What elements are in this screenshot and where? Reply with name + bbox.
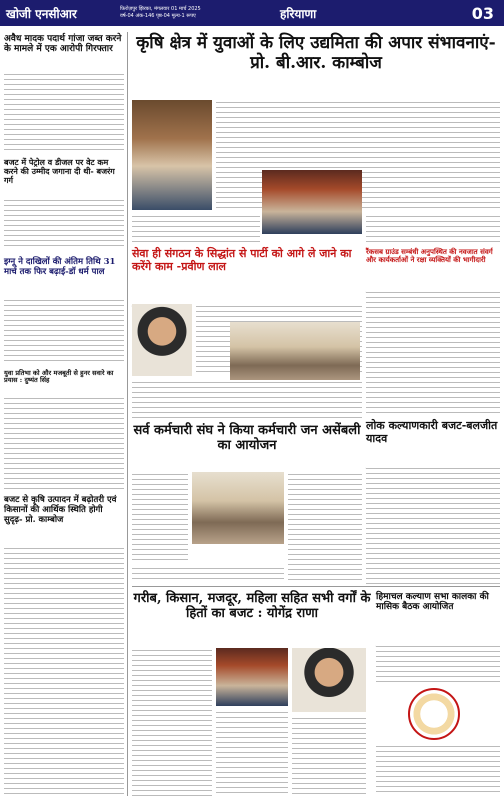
himachal-headline — [376, 592, 500, 632]
gareeb-portrait — [292, 648, 366, 712]
sangathan-headline — [132, 248, 362, 292]
lead-story-body-cont — [132, 214, 260, 244]
masthead-issue-line: वर्ष-04 अंक-146 पृष्ठ-04 मूल्य-1 रूपए — [120, 13, 196, 19]
himachal-body-cont — [376, 744, 500, 796]
himachal-body — [376, 644, 500, 684]
column-divider — [127, 32, 128, 796]
article-title: हिमाचल कल्याण सभा कालका की मासिक बैठक आयोजित — [376, 592, 489, 613]
article-budget-kamboj-body — [4, 546, 124, 796]
article-ganja-body — [4, 72, 124, 152]
sarv-body-1 — [132, 472, 188, 562]
article-budget-kamboj-headline — [4, 496, 124, 542]
section-title: हरियाणा — [280, 6, 317, 21]
article-title: इग्नू ने दाखिलों की अंतिम तिथि 31 मार्च तक फिर बढ़ाई-डॉ धर्म पाल — [4, 257, 116, 277]
sangathan-body-cont — [132, 380, 362, 420]
lok-body — [366, 466, 500, 586]
himachal-sabha-logo-icon — [408, 688, 460, 740]
section-divider — [132, 586, 500, 587]
ranksab-headline — [366, 248, 500, 278]
lead-story-photo — [132, 100, 212, 210]
lead-story-headline — [132, 34, 500, 96]
sangathan-byline — [132, 294, 212, 302]
himachal-byline — [376, 634, 500, 642]
ranksab-body — [366, 290, 500, 416]
masthead-info — [120, 6, 280, 20]
lead-story-photo-2 — [262, 170, 362, 234]
article-dushyant-headline — [4, 370, 124, 394]
sarv-headline — [132, 424, 362, 470]
article-bajrang-body — [4, 198, 124, 250]
article-title: बजट में पेट्रोल व डीजल पर वेट कम करने की उम्मीद जगाना दी थी- बजरंग गर्ग — [4, 157, 115, 186]
lead-story-body-cont-2 — [366, 214, 500, 244]
sangathan-portrait — [132, 304, 192, 376]
article-title: रैंकसब ग्राउंड सम्बंधी अनुपस्थित की नवजात संवर्ग और कार्यकर्ताओं ने रक्षा व्यक्तियों की भागीदारी — [366, 247, 493, 265]
masthead-date-line: फ़िरोज़पुर झिरका, मंगलवार 01 मार्च 2025 — [120, 6, 201, 12]
article-title: अवैध मादक पदार्थ गांजा जब्त करने के मामले में एक आरोपी गिरफ्तार — [4, 34, 122, 55]
gareeb-body-2 — [216, 710, 288, 796]
gareeb-body-1 — [132, 648, 212, 796]
gareeb-photo — [216, 648, 288, 706]
lok-headline — [366, 420, 500, 454]
newspaper-logo: खोजी एनसीआर — [6, 6, 77, 21]
article-title: कृषि क्षेत्र में युवाओं के लिए उद्यमिता की अपार संभावनाएं-प्रो. बी.आर. काम्बोज — [136, 33, 496, 73]
article-ignou-headline — [4, 258, 124, 294]
sarv-photo — [192, 472, 284, 544]
sarv-body-2 — [288, 472, 362, 582]
article-title: लोक कल्याणकारी बजट-बलजीत यादव — [366, 419, 498, 445]
masthead — [0, 0, 504, 26]
article-title: बजट से कृषि उत्पादन में बढ़ोतरी एवं किसानों की आर्थिक स्थिति होगी सुदृढ़- प्रो. काम्बोज — [4, 495, 117, 525]
lok-byline — [366, 456, 500, 464]
sarv-body-3 — [132, 566, 284, 582]
gareeb-body-3 — [292, 716, 366, 796]
article-title: सेवा ही संगठन के सिद्धांत से पार्टी को आगे ले जाने का करेंगे काम -प्रवीण लाल — [132, 247, 352, 273]
article-dushyant-body — [4, 396, 124, 490]
article-title: गरीब, किसान, मजदूर, महिला सहित सभी वर्गों के हितों का बजट : योगेंद्र राणा — [133, 591, 371, 621]
ranksab-byline — [366, 280, 500, 288]
article-title: सर्व कर्मचारी संघ ने किया कर्मचारी जन असेंबली का आयोजन — [133, 423, 361, 453]
article-bajrang-headline — [4, 158, 124, 194]
sangathan-group-photo — [230, 322, 360, 384]
article-ignou-body — [4, 298, 124, 364]
page-number: 03 — [471, 3, 494, 23]
article-title: युवा प्रतिभा को और मजबूती से हुनर सवारे का प्रयास : दुष्यंत सिंह — [4, 369, 114, 385]
gareeb-headline — [132, 592, 372, 644]
article-ganja-headline — [4, 34, 124, 68]
